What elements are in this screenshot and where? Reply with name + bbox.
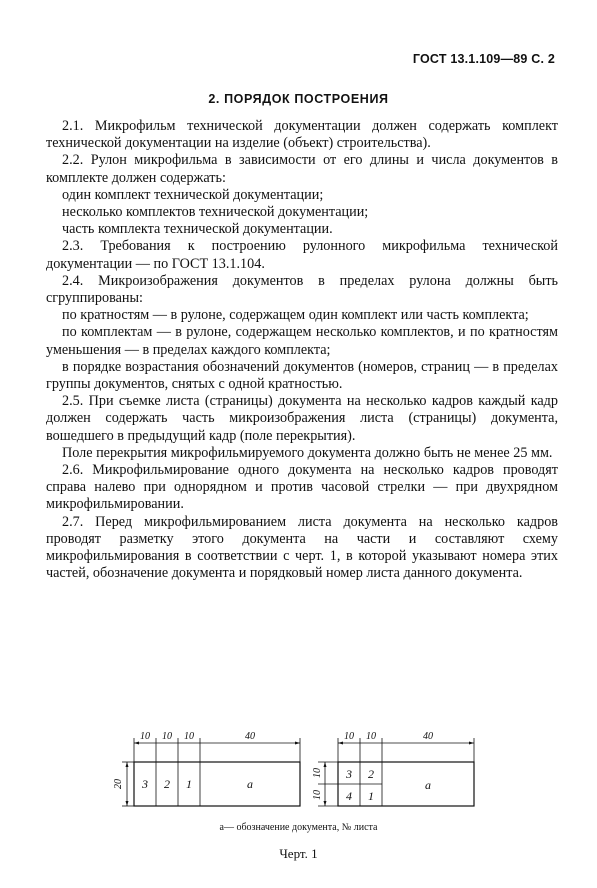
dim-label: 10 <box>366 731 376 742</box>
paragraph-2-1: 2.1. Микрофильм технической документации должен содержать комплект технической документации на изделие (объект) строительства). <box>46 118 558 152</box>
dim-label: 40 <box>245 731 255 742</box>
dim-label: 10 <box>140 731 150 742</box>
dim-label: 20 <box>113 779 124 789</box>
cell-label: 1 <box>368 789 374 803</box>
list-item: в порядке возрастания обозначений документов (номеров, страниц — в пределах группы документов, снятых с одной кратностью. <box>46 358 558 393</box>
scheme-drawing <box>113 720 480 820</box>
paragraph-2-6: 2.6. Микрофильмирование одного документа на несколько кадров проводят справа налево при однорядном и против часовой стрелки — при двухрядном микрофильмировании. <box>46 462 558 513</box>
paragraph-2-7: 2.7. Перед микрофильмированием листа документа на несколько кадров проводят разметку этого документа на части и составляют схему микрофильмирования в соответствии с черт. 1, в которой указывают номера этих частей, обозначение документа и порядковый номер листа данного документа. <box>46 513 558 582</box>
list-item: по кратностям — в рулоне, содержащем один комплект или часть комплекта; <box>62 307 529 324</box>
figure-caption: Черт. 1 <box>279 846 318 861</box>
list-item: один комплект технической документации; <box>62 186 324 203</box>
dim-label: 10 <box>312 768 323 778</box>
paragraph-2-4: 2.4. Микроизображения документов в пределах рулона должны быть сгруппированы: <box>46 272 558 307</box>
section-title: 2. ПОРЯДОК ПОСТРОЕНИЯ <box>208 92 389 106</box>
figure-microfilm-scheme <box>113 720 480 820</box>
dim-label: 40 <box>423 731 433 742</box>
page-header: ГОСТ 13.1.109—89 С. 2 <box>412 52 555 66</box>
cell-label: 1 <box>186 777 192 791</box>
dim-label: 10 <box>344 731 354 742</box>
figure-legend: a— обозначение документа, № листа <box>219 822 378 833</box>
list-item: несколько комплектов технической документации; <box>62 204 369 221</box>
list-item: по комплектам — в рулоне, содержащем несколько комплектов, и по кратностям уменьшения — в пределах каждого комплекта; <box>46 324 558 358</box>
paragraph-2-3: 2.3. Требования к построению рулонного микрофильма технической документации — по ГОСТ 13.1.104. <box>46 238 558 272</box>
cell-label: 2 <box>368 767 374 781</box>
cell-label: 3 <box>142 777 148 791</box>
paragraph-2-2: 2.2. Рулон микрофильма в зависимости от его длины и числа документов в комплекте должен содержать: <box>46 152 558 186</box>
cell-label: 4 <box>346 789 352 803</box>
cell-label: a <box>247 777 253 791</box>
dim-label: 10 <box>312 790 323 800</box>
dim-label: 10 <box>184 731 194 742</box>
cell-label: a <box>425 778 431 792</box>
paragraph-2-5: 2.5. При съемке листа (страницы) документа на несколько кадров каждый кадр должен содержать часть микроизображения листа (страницы) документа, вошедшего в предыдущий кадр (поле перекрытия). <box>46 393 558 444</box>
cell-label: 3 <box>346 767 352 781</box>
cell-label: 2 <box>164 777 170 791</box>
dim-label: 10 <box>162 731 172 742</box>
list-item: часть комплекта технической документации. <box>62 221 333 238</box>
document-body <box>46 118 558 582</box>
paragraph-overlap: Поле перекрытия микрофильмируемого документа должно быть не менее 25 мм. <box>62 444 553 461</box>
